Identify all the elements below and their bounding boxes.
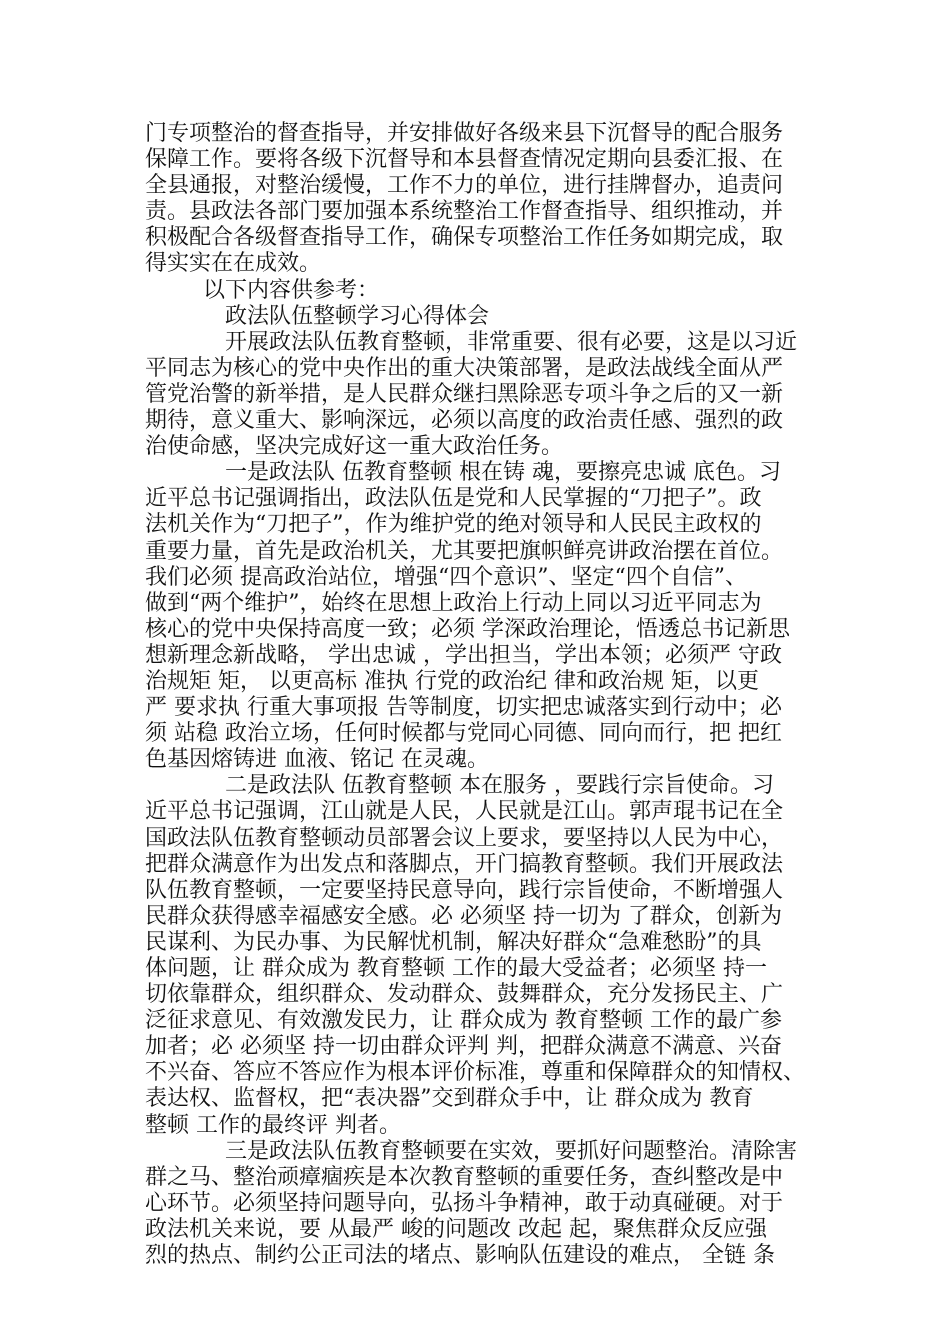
- reference-note: 以下内容供参考：: [203, 277, 380, 303]
- text-line: 法机关作为“刀把子”，作为维护党的绝对领导和人民民主政权的: [145, 512, 762, 538]
- text-line: 近平总书记强调指出，政法队伍是党和人民掌握的“刀把子”。政: [145, 486, 762, 512]
- text-line: 期待，意义重大、影响深远，必须以高度的政治责任感、强烈的政: [145, 408, 784, 434]
- text-line: 心环节。必须坚持问题导向，弘扬斗争精神，敢于动真碰硬。对于: [145, 1190, 784, 1216]
- text-line: 全县通报，对整治缓慢，工作不力的单位，进行挂牌督办，追责问: [145, 173, 784, 199]
- text-line: 做到“两个维护”，始终在思想上政治上行动上同以习近平同志为: [145, 590, 762, 616]
- text-line: 须 站稳 政治立场，任何时候都与党同心同德、同向而行，把 把红: [145, 721, 782, 747]
- text-line: 泛征求意见、有效激发民力，让 群众成为 教育整顿 工作的最广参: [145, 1008, 782, 1034]
- text-line: 核心的党中央保持高度一致；必须 学深政治理论，悟透总书记新思: [145, 616, 790, 642]
- text-line: 想新理念新战略， 学出忠诚 ，学出担当，学出本领；必须严 守政: [145, 642, 782, 668]
- text-line: 民群众获得感幸福感安全感。必 必须坚 持一切为 了群众，创新为: [145, 903, 782, 929]
- body-text: [145, 121, 815, 1269]
- text-line: 保障工作。要将各级下沉督导和本县督查情况定期向县委汇报、在: [145, 147, 784, 173]
- text-line: 管党治警的新举措，是人民群众继扫黑除恶专项斗争之后的又一新: [145, 381, 784, 407]
- text-line: 积极配合各级督查指导工作，确保专项整治工作任务如期完成，取: [145, 225, 784, 251]
- text-line: 整顿 工作的最终评 判者。: [145, 1112, 401, 1138]
- text-line: 严 要求执 行重大事项报 告等制度，切实把忠诚落实到行动中；必: [145, 695, 782, 721]
- text-line: 加者；必 必须坚 持一切由群众评判 判，把群众满意不满意、兴奋: [145, 1034, 782, 1060]
- text-line: 切依靠群众，组织群众、发动群众、鼓舞群众，充分发扬民主、广: [145, 982, 784, 1008]
- text-line: 三是政法队伍教育整顿要在实效，要抓好问题整治。清除害: [225, 1138, 798, 1164]
- text-line: 不兴奋、答应不答应作为根本评价标准，尊重和保障群众的知情权、: [145, 1060, 806, 1086]
- text-line: 色基因熔铸进 血液、铭记 在灵魂。: [145, 747, 489, 773]
- text-line: 近平总书记强调，江山就是人民，人民就是江山。郭声琨书记在全: [145, 799, 784, 825]
- text-line: 平同志为核心的党中央作出的重大决策部署，是政法战线全面从严: [145, 355, 784, 381]
- text-line: 治规矩 矩， 以更高标 准执 行党的政治纪 律和政治规 矩，以更: [145, 668, 759, 694]
- text-line: 政法机关来说，要 从最严 峻的问题改 改起 起，聚焦群众反应强: [145, 1216, 767, 1242]
- text-line: 国政法队伍教育整顿动员部署会议上要求，要坚持以人民为中心，: [145, 825, 784, 851]
- text-line: 把群众满意作为出发点和落脚点，开门搞教育整顿。我们开展政法: [145, 851, 784, 877]
- article-title: 政法队伍整顿学习心得体会: [225, 303, 490, 329]
- text-line: 开展政法队伍教育整顿，非常重要、很有必要，这是以习近: [225, 329, 798, 355]
- text-line: 队伍教育整顿，一定要坚持民意导向，践行宗旨使命，不断增强人: [145, 877, 784, 903]
- text-line: 体问题，让 群众成为 教育整顿 工作的最大受益者；必须坚 持一: [145, 956, 767, 981]
- text-line: 烈的热点、制约公正司法的堵点、影响队伍建设的难点， 全链 条: [145, 1243, 775, 1269]
- text-line: 群之马、整治顽瘴痼疾是本次教育整顿的重要任务，查纠整改是中: [145, 1164, 784, 1190]
- text-line: 表达权、监督权，把“表决器”交到群众手中，让 群众成为 教育: [145, 1086, 754, 1112]
- text-line: 民谋利、为民办事、为民解忧机制，解决好群众“急难愁盼”的具: [145, 929, 762, 955]
- text-line: 我们必须 提高政治站位，增强“四个意识”、坚定“四个自信”、: [145, 564, 747, 590]
- text-line: 门专项整治的督查指导，并安排做好各级来县下沉督导的配合服务: [145, 121, 784, 146]
- text-line: 治使命感，坚决完成好这一重大政治任务。: [145, 434, 564, 460]
- text-line: 重要力量，首先是政治机关，尤其要把旗帜鲜亮讲政治摆在首位。: [145, 538, 784, 564]
- text-line: 二是政法队 伍教育整顿 本在服务 ，要践行宗旨使命。习: [225, 773, 774, 799]
- text-line: 一是政法队 伍教育整顿 根在铸 魂，要擦亮忠诚 底色。习: [225, 460, 781, 486]
- text-line: 得实实在在成效。: [145, 251, 322, 277]
- text-line: 责。县政法各部门要加强本系统整治工作督查指导、组织推动，并: [145, 199, 784, 225]
